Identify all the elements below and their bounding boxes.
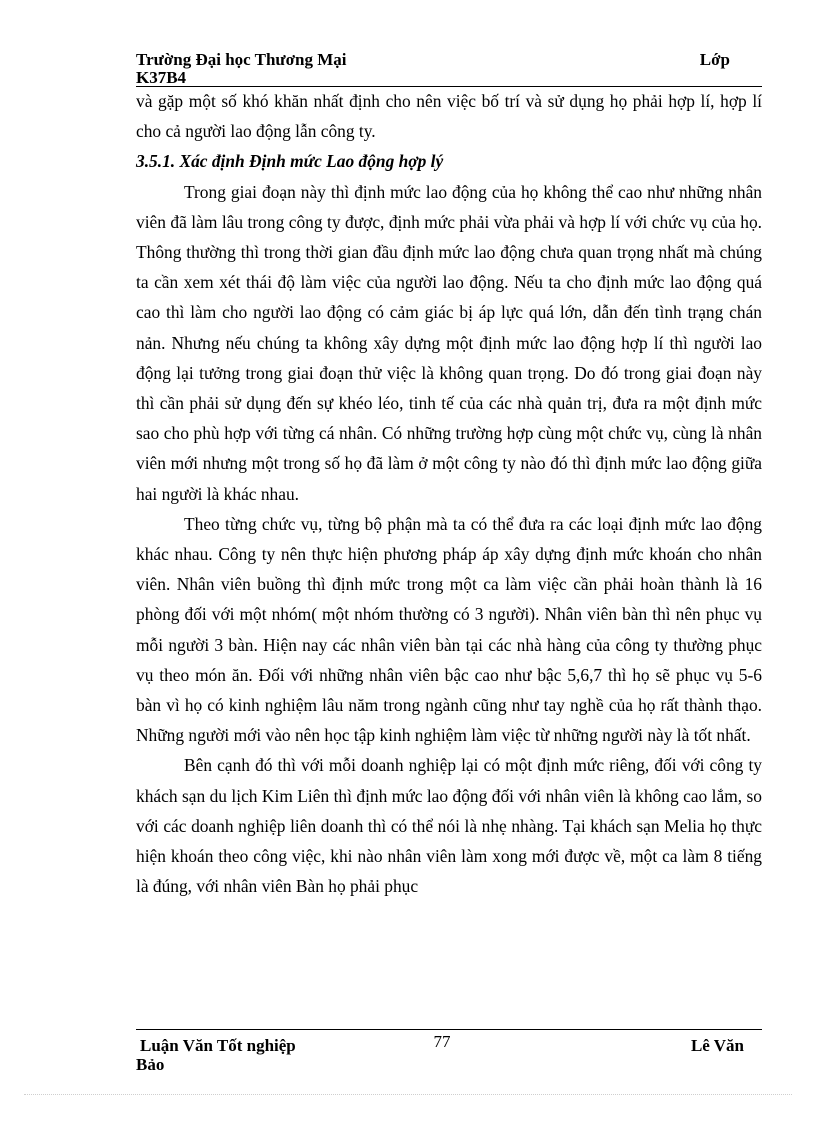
continuation-text: và gặp một số khó khăn nhất định cho nên việc bố trí và sử dụng họ phải hợp lí, hợp lí cho cả người lao động lẫn công ty.: [136, 91, 762, 142]
page-body: [136, 86, 762, 901]
class-label: Lớp: [699, 50, 730, 69]
page-footer: [136, 1029, 762, 1074]
page-header: [136, 50, 762, 87]
author-first: Lê Văn: [690, 1036, 744, 1055]
school-name: Trường Đại học Thương Mại: [136, 50, 347, 69]
thesis-label: Luận Văn Tốt nghiệp: [140, 1036, 296, 1055]
paragraph-2: Theo từng chức vụ, từng bộ phận mà ta có thể đưa ra các loại định mức lao động khác nhau. Công ty nên thực hiện phương pháp áp xây dựng định mức khoán cho nhân viên. Nhân viên buồng thì định mức trong một ca làm việc cần phải hoàn thành là 16 phòng đối với một nhóm( một nhóm thường có 3 người). Nhân viên bàn thì nên phục vụ mỗi người 3 bàn. Hiện nay các nhân viên bàn tại các nhà hàng của công ty thường phục vụ theo món ăn. Đối với những nhân viên bậc cao như bậc 5,6,7 thì họ sẽ phục vụ 5-6 bàn vì họ có kinh nghiệm lâu năm trong ngành cũng như tay nghề của họ rất thành thạo. Những người mới vào nên học tập kinh nghiệm làm việc từ những người này là tốt nhất.: [136, 513, 762, 746]
class-code: K37B4: [136, 68, 187, 87]
author-last: Bảo: [136, 1055, 165, 1074]
paragraph-1: Trong giai đoạn này thì định mức lao động của họ không thể cao như những nhân viên đã làm lâu trong công ty được, định mức phải vừa phải và hợp lí với chức vụ của họ. Thông thường thì trong thời gian đầu định mức lao động chưa quan trọng nhất mà chúng ta cần xem xét thái độ làm việc của người lao động. Nếu ta cho định mức lao động quá cao thì làm cho người lao động có cảm giác bị áp lực quá lớn, dẫn đến tình trạng chán nản. Nhưng nếu chúng ta không xây dựng một định mức lao động hợp lí thì người lao động lại tưởng trong giai đoạn thử việc là không quan trọng. Do đó trong giai đoạn này thì cần phải sử dụng đến sự khéo léo, tinh tế của các nhà quản trị, đưa ra một định mức sao cho phù hợp với từng cá nhân. Có những trường hợp cùng một chức vụ, cùng là nhân viên mới nhưng một trong số họ đã làm ở một công ty nào đó thì định mức lao động giữa hai người là khác nhau.: [136, 181, 762, 504]
page-number: 77: [433, 1032, 451, 1051]
page-edge-line: [24, 1094, 792, 1095]
section-heading: 3.5.1. Xác định Định mức Lao động hợp lý: [136, 151, 444, 172]
paragraph-3: Bên cạnh đó thì với mỗi doanh nghiệp lại có một định mức riêng, đối với công ty khách sạn du lịch Kim Liên thì định mức lao động đối với nhân viên là không cao lắm, so với các doanh nghiệp liên doanh thì có thể nói là nhẹ nhàng. Tại khách sạn Melia họ thực hiện khoán theo công việc, khi nào nhân viên làm xong mới được về, một ca làm 8 tiếng là đúng, với nhân viên Bàn họ phải phục: [136, 755, 762, 897]
